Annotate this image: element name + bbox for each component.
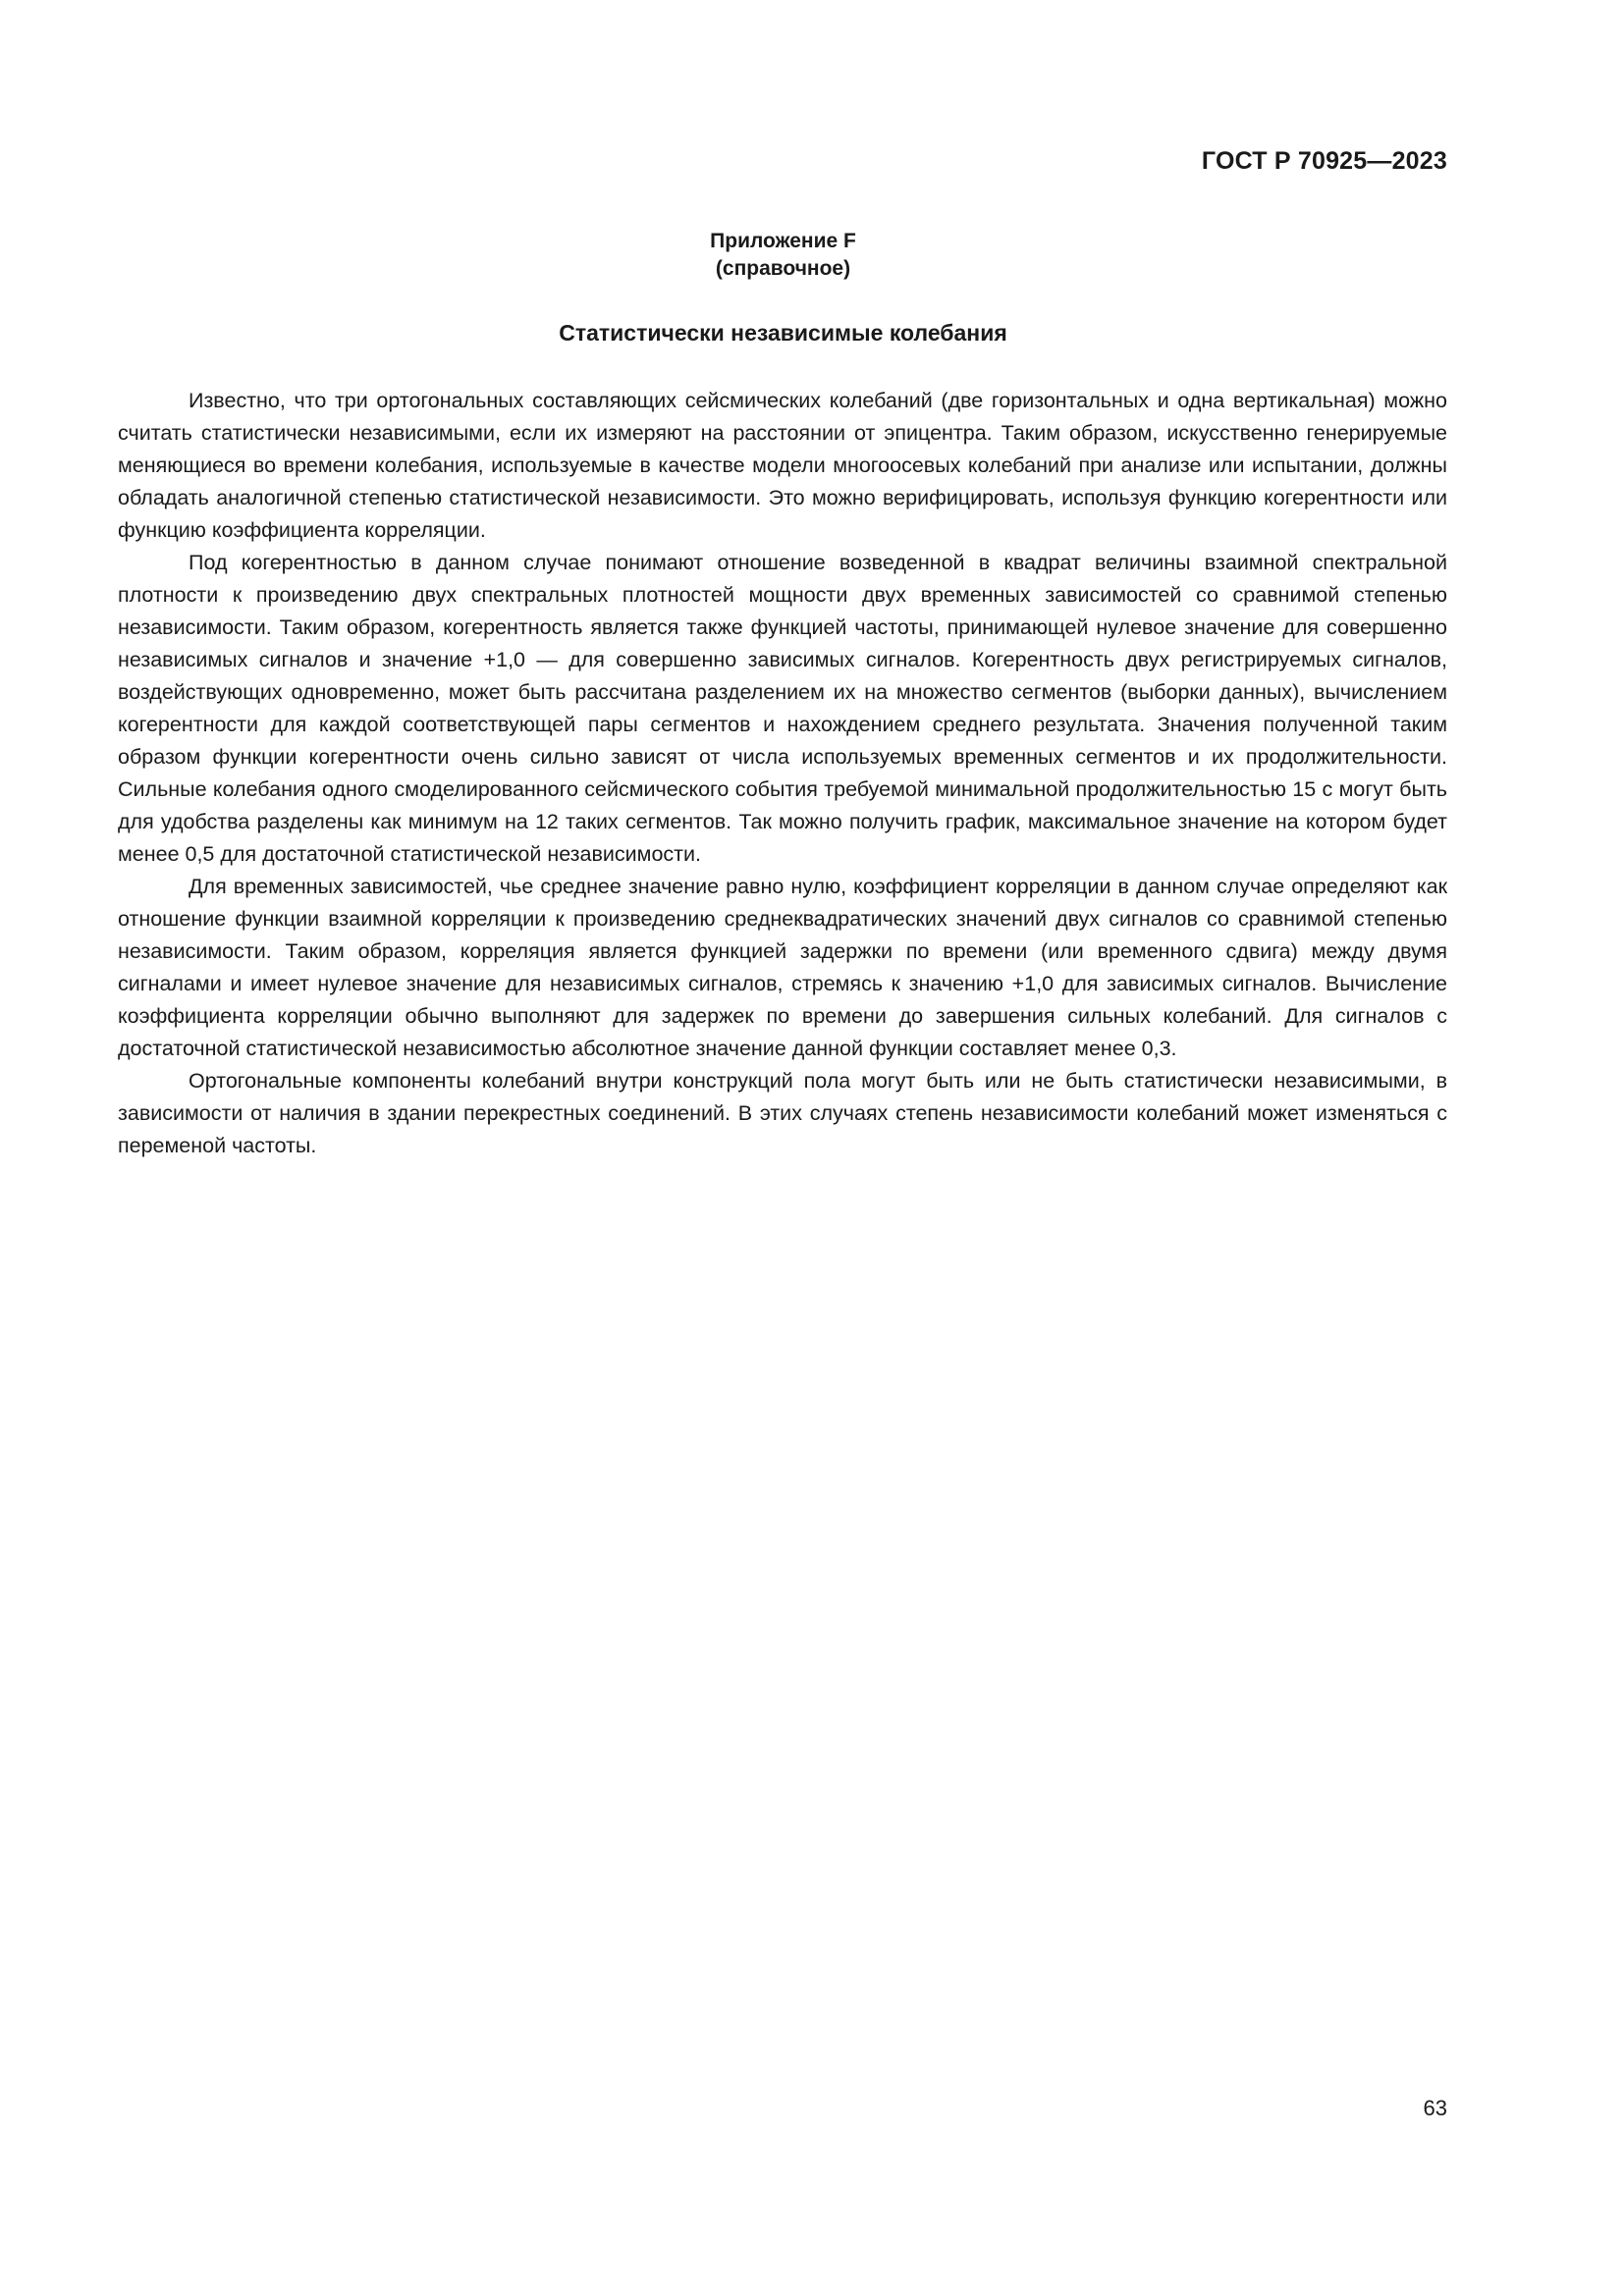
appendix-heading xyxy=(0,228,1566,283)
paragraph: Для временных зависимостей, чье среднее значение равно нулю, коэффициент корреляции в данном случае определяют как отношение функции взаимной корреляции к произведению среднеквадратических значений двух сигналов со сравнимой степенью независимости. Таким образом, корреляция является функцией задержки по времени (или временного сдвига) между двумя сигналами и имеет нулевое значение для независимых сигналов, стремясь к значению +1,0 для зависимых сигналов. Вычисление коэффициента корреляции обычно выполняют для задержек по времени до завершения сильных колебаний. Для сигналов с достаточной статистической независимостью абсолютное значение данной функции составляет менее 0,3. xyxy=(118,875,1447,1060)
section-title: Статистически независимые колебания xyxy=(559,320,1007,346)
standard-number: ГОСТ Р 70925—2023 xyxy=(1201,147,1447,175)
appendix-type: (справочное) xyxy=(715,257,851,280)
paragraph: Под когерентностью в данном случае понимают отношение возведенной в квадрат величины взаимной спектральной плотности к произведению двух спектральных плотностей мощности двух временных зависимостей со сравнимой степенью независимости. Таким образом, когерентность является также функцией частоты, принимающей нулевое значение для совершенно независимых сигналов и значение +1,0 — для совершенно зависимых сигналов. Когерентность двух регистрируемых сигналов, воздействующих одновременно, может быть рассчитана разделением их на множество сегментов (выборки данных), вычислением когерентности для каждой соответствующей пары сегментов и нахождением среднего результата. Значения полученной таким образом функции когерентности очень сильно зависят от числа используемых временных сегментов и их продолжительности. Сильные колебания одного смоделированного сейсмического события требуемой минимальной продолжительностью 15 с могут быть для удобства разделены как минимум на 12 таких сегментов. Так можно получить график, максимальное значение на котором будет менее 0,5 для достаточной статистической независимости. xyxy=(118,551,1447,866)
paragraph: Известно, что три ортогональных составляющих сейсмических колебаний (две горизонтальных и одна вертикальная) можно считать статистически независимыми, если их измеряют на расстоянии от эпицентра. Таким образом, искусственно генерируемые меняющиеся во времени колебания, используемые в качестве модели многоосевых колебаний при анализе или испытании, должны обладать аналогичной степенью статистической независимости. Это можно верифицировать, используя функцию когерентности или функцию коэффициента корреляции. xyxy=(118,389,1447,542)
body-text xyxy=(118,385,1447,1162)
appendix-label: Приложение F xyxy=(710,230,856,252)
paragraph: Ортогональные компоненты колебаний внутри конструкций пола могут быть или не быть статистически независимыми, в зависимости от наличия в здании перекрестных соединений. В этих случаях степень независимости колебаний может изменяться с переменой частоты. xyxy=(118,1069,1447,1157)
page-number: 63 xyxy=(1423,2096,1447,2120)
